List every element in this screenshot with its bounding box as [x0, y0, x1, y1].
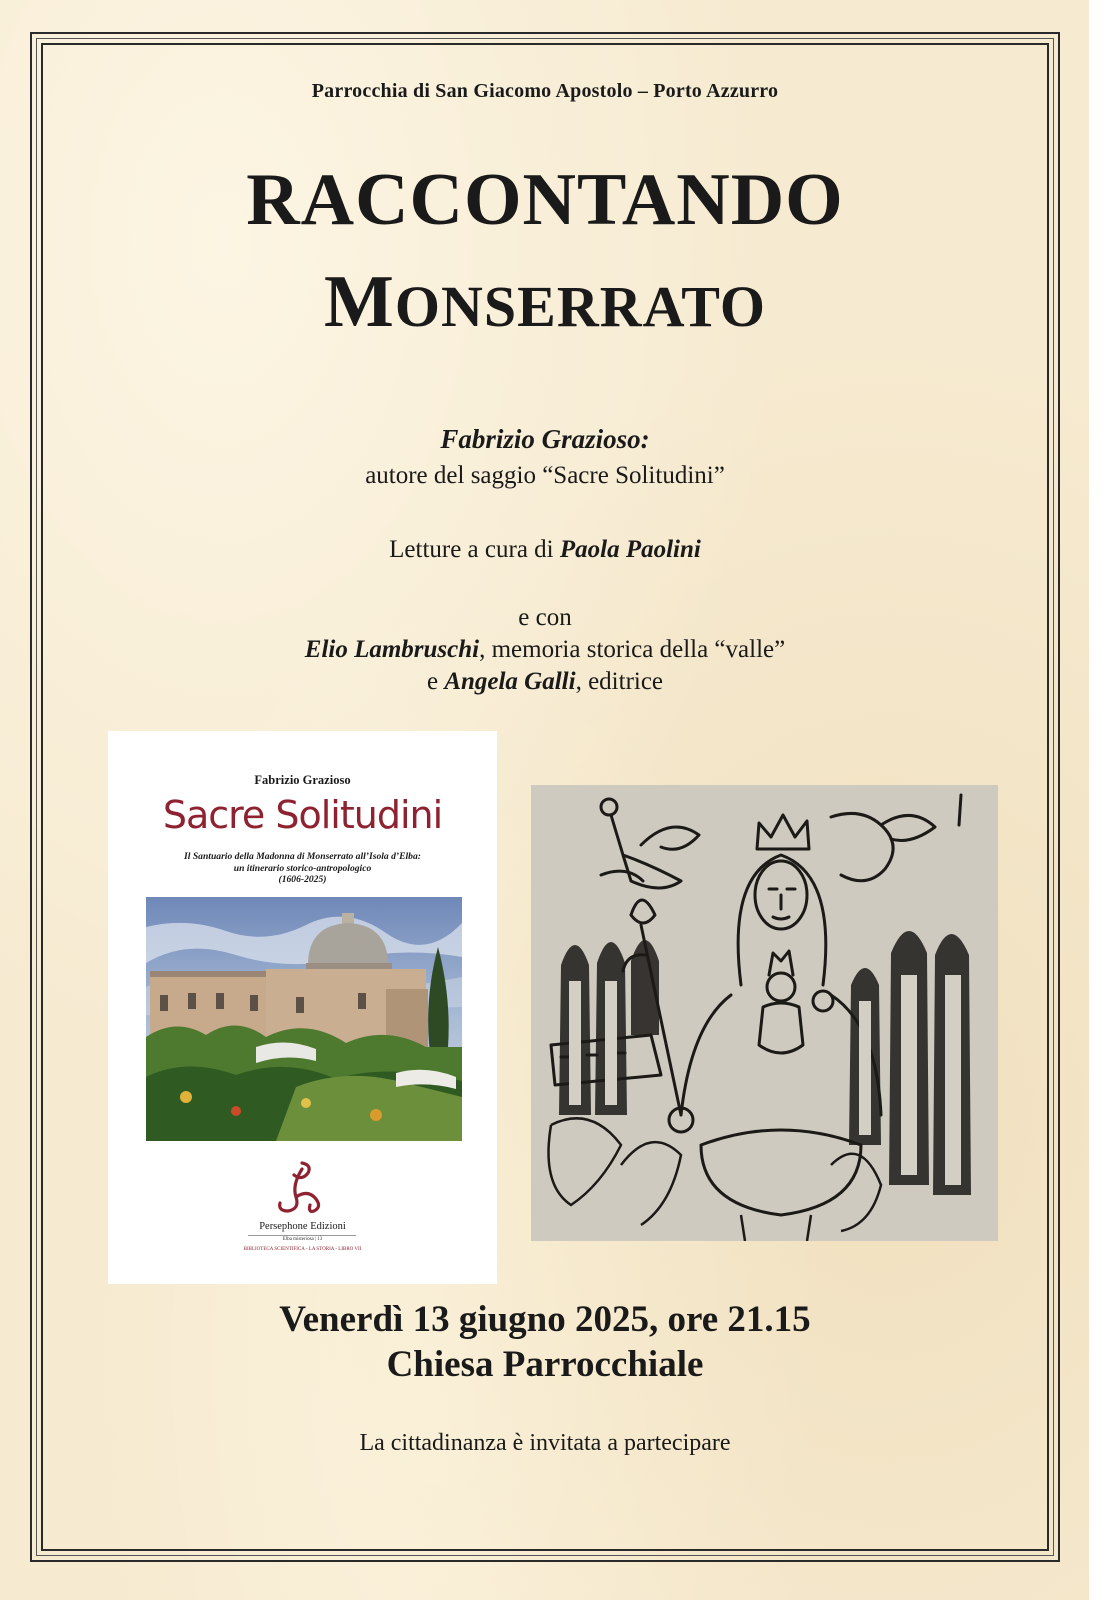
guest-angela-prefix: e — [426, 668, 445, 695]
publisher-logo-icon — [272, 1159, 332, 1215]
cover-series-line1: Elba misteriosa | 13 — [282, 1237, 323, 1242]
guest-elio-role: , memoria storica della “valle” — [479, 636, 786, 663]
sanctuary-painting — [146, 897, 462, 1141]
book-cover-image — [108, 731, 497, 1284]
main-title-line2 — [41, 262, 1049, 347]
author-line — [41, 424, 1049, 455]
title-rest: ONSERRATO — [394, 274, 766, 339]
author-name: Fabrizio Grazioso — [440, 424, 641, 454]
cover-subtitle — [128, 851, 477, 886]
cover-author: Fabrizio Grazioso — [254, 773, 351, 787]
guests-intro: e con — [518, 604, 572, 631]
parish-heading: Parrocchia di San Giacomo Apostolo – Porto Azzurro — [311, 80, 779, 102]
guest-elio-name: Elio Lambruschi — [304, 636, 480, 663]
cover-divider — [248, 1235, 356, 1236]
cover-subtitle-line1: Il Santuario della Madonna di Monserrato all’Isola d’Elba: — [184, 851, 421, 862]
cover-subtitle-line2: un itinerario storico-antropologico — [233, 862, 372, 874]
cover-title: Sacre Solitudini — [162, 793, 443, 837]
cover-publisher: Persephone Edizioni — [259, 1221, 346, 1232]
main-title-line1: RACCONTANDO — [246, 159, 844, 241]
invitation-text: La cittadinanza è invitata a partecipare — [359, 1430, 731, 1456]
event-place: Chiesa Parrocchiale — [386, 1344, 704, 1385]
guest-angela — [41, 668, 1049, 696]
readings-line — [41, 536, 1049, 564]
event-date: Venerdì 13 giugno 2025, ore 21.15 — [279, 1299, 811, 1340]
guest-angela-role: , editrice — [575, 668, 664, 695]
guest-angela-name: Angela Galli — [444, 668, 576, 695]
guest-elio — [41, 636, 1049, 664]
readings-prefix: Letture a cura di — [389, 536, 560, 563]
cover-series-line2: BIBLIOTECA SCIENTIFICA - LA STORIA - LIBRO VII — [243, 1247, 362, 1252]
readings-name: Paola Paolini — [559, 536, 701, 563]
title-initial: M — [324, 261, 395, 343]
cover-subtitle-line3: (1606-2025) — [278, 874, 327, 885]
page-edge — [1089, 0, 1115, 1600]
author-role: autore del saggio “Sacre Solitudini” — [365, 462, 725, 489]
author-colon: : — [640, 424, 650, 454]
madonna-woodcut-image — [531, 785, 998, 1241]
